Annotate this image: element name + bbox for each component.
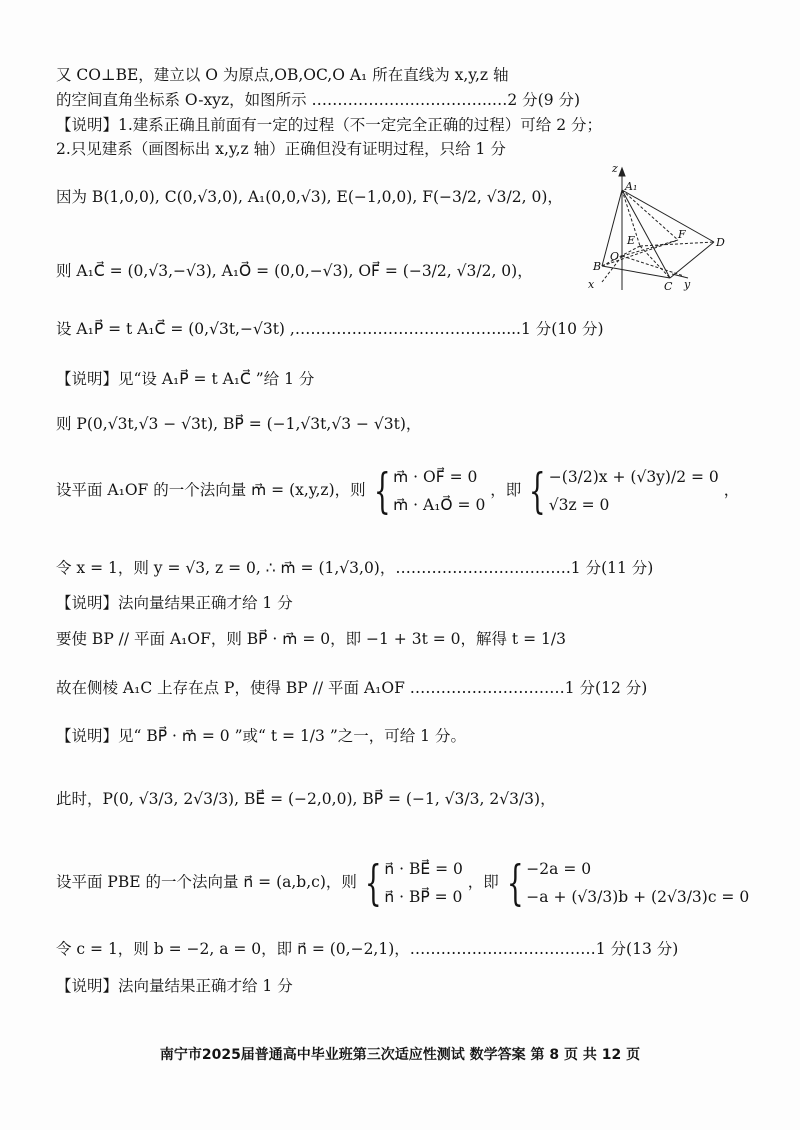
label-e: E <box>627 234 636 247</box>
label-b: B <box>593 260 602 273</box>
conclusion-line: 故在侧棱 A₁C 上存在点 P，使得 BP // 平面 A₁OF …………………………1 分(12 分) <box>56 679 648 697</box>
parallel-condition-line: 要使 BP // 平面 A₁OF，则 BP⃗ · m⃗ = 0，即 −1 + 3t = 0，解得 t = 1/3 <box>56 630 566 648</box>
system-n-conditions <box>362 855 463 911</box>
vectors-line: 则 A₁C⃗ = (0,√3,−√3), A₁O⃗ = (0,0,−√3), OF⃗ = (−3/2, √3/2, 0)， <box>56 262 533 280</box>
note-normal-m: 【说明】法向量结果正确才给 1 分 <box>56 594 293 612</box>
left-brace: { <box>373 463 391 519</box>
point-p-line: 则 P(0,√3t,√3 − √3t), BP⃗ = (−1,√3t,√3 − √3t)， <box>56 415 422 433</box>
note-line-1: 【说明】1.建系正确且前面有一定的过程（不一定完全正确的过程）可给 2 分； <box>56 116 603 134</box>
label-o: O <box>610 250 620 263</box>
eq-n-be: n⃗ · BE⃗ = 0 <box>384 860 463 878</box>
normal-m-ie: ，即 <box>490 481 522 499</box>
text-line-2: 的空间直角坐标系 O-xyz，如图所示 ……………………………..…2 分(9 分) <box>56 91 581 109</box>
set-a1p-line: 设 A₁P⃗ = t A₁C⃗ = (0,√3t,−√3t) ,………………………………….....1 分(10 分) <box>56 320 604 338</box>
note-a1p: 【说明】见“设 A₁P⃗ = t A₁C⃗ ”给 1 分 <box>56 370 315 388</box>
eq-n-1: −2a = 0 <box>526 860 592 878</box>
point-p-values-line: 此时，P(0, √3/3, 2√3/3), BE⃗ = (−2,0,0), BP⃗ = (−1, √3/3, 2√3/3)， <box>56 790 556 808</box>
system-m-conditions <box>371 463 486 519</box>
normal-m-intro: 设平面 A₁OF 的一个法向量 m⃗ = (x,y,z)，则 <box>56 481 366 499</box>
label-a1: A₁ <box>625 180 638 193</box>
y-axis-dashed <box>622 256 684 276</box>
page-footer: 南宁市2025届普通高中毕业班第三次适应性测试 数学答案 第 8 页 共 12 页 <box>159 1047 641 1063</box>
normal-n-intro: 设平面 PBE 的一个法向量 n⃗ = (a,b,c)，则 <box>56 873 357 891</box>
label-c: C <box>664 280 673 293</box>
label-y: y <box>684 278 691 291</box>
edge-cd <box>670 242 714 278</box>
edge-be <box>602 246 640 266</box>
note-parallel: 【说明】见“ BP⃗ · m⃗ = 0 ”或“ t = 1/3 ”之一，可给 1 分。 <box>56 727 466 745</box>
note-line-2: 2.只见建系（画图标出 x,y,z 轴）正确但没有证明过程，只给 1 分 <box>56 140 506 158</box>
let-c-line: 令 c = 1，则 b = −2, a = 0，即 n⃗ = (0,−2,1)，………………………………1 分(13 分) <box>56 940 679 958</box>
z-arrow <box>619 168 625 176</box>
eq-m-2: √3z = 0 <box>548 496 610 514</box>
label-d: D <box>716 236 725 249</box>
label-f: F <box>678 228 686 241</box>
edge-bc <box>602 266 670 278</box>
label-x: x <box>588 278 595 291</box>
normal-n-ie: ，即 <box>467 873 499 891</box>
note-normal-n: 【说明】法向量结果正确才给 1 分 <box>56 977 293 995</box>
eq-n-2: −a + (√3/3)b + (2√3/3)c = 0 <box>526 888 750 906</box>
text-line-1: 又 CO⊥BE，建立以 O 为原点,OB,OC,O A₁ 所在直线为 x,y,z 轴 <box>56 66 509 84</box>
system-n-equations <box>504 855 750 911</box>
eq-m-of: m⃗ · OF⃗ = 0 <box>393 468 478 486</box>
system-m-equations <box>526 463 719 519</box>
eq-n-bp: n⃗ · BP⃗ = 0 <box>384 888 463 906</box>
normal-m-end: ， <box>723 481 740 499</box>
let-x-line: 令 x = 1，则 y = √3, z = 0, ∴ m⃗ = (1,√3,0)，…………………………….1 分(11 分) <box>56 559 654 577</box>
normal-m-line <box>56 463 740 519</box>
eq-m-a1o: m⃗ · A₁O⃗ = 0 <box>393 496 486 514</box>
left-brace: { <box>506 855 524 911</box>
eq-m-1: −(3/2)x + (√3y)/2 = 0 <box>548 468 719 486</box>
pyramid-figure <box>580 160 740 295</box>
left-brace: { <box>529 463 546 519</box>
normal-n-line <box>56 855 750 911</box>
label-z: z <box>612 162 618 175</box>
coordinates-line: 因为 B(1,0,0), C(0,√3,0), A₁(0,0,√3), E(−1,0,0), F(−3/2, √3/2, 0)， <box>56 188 563 206</box>
left-brace: { <box>364 855 382 911</box>
